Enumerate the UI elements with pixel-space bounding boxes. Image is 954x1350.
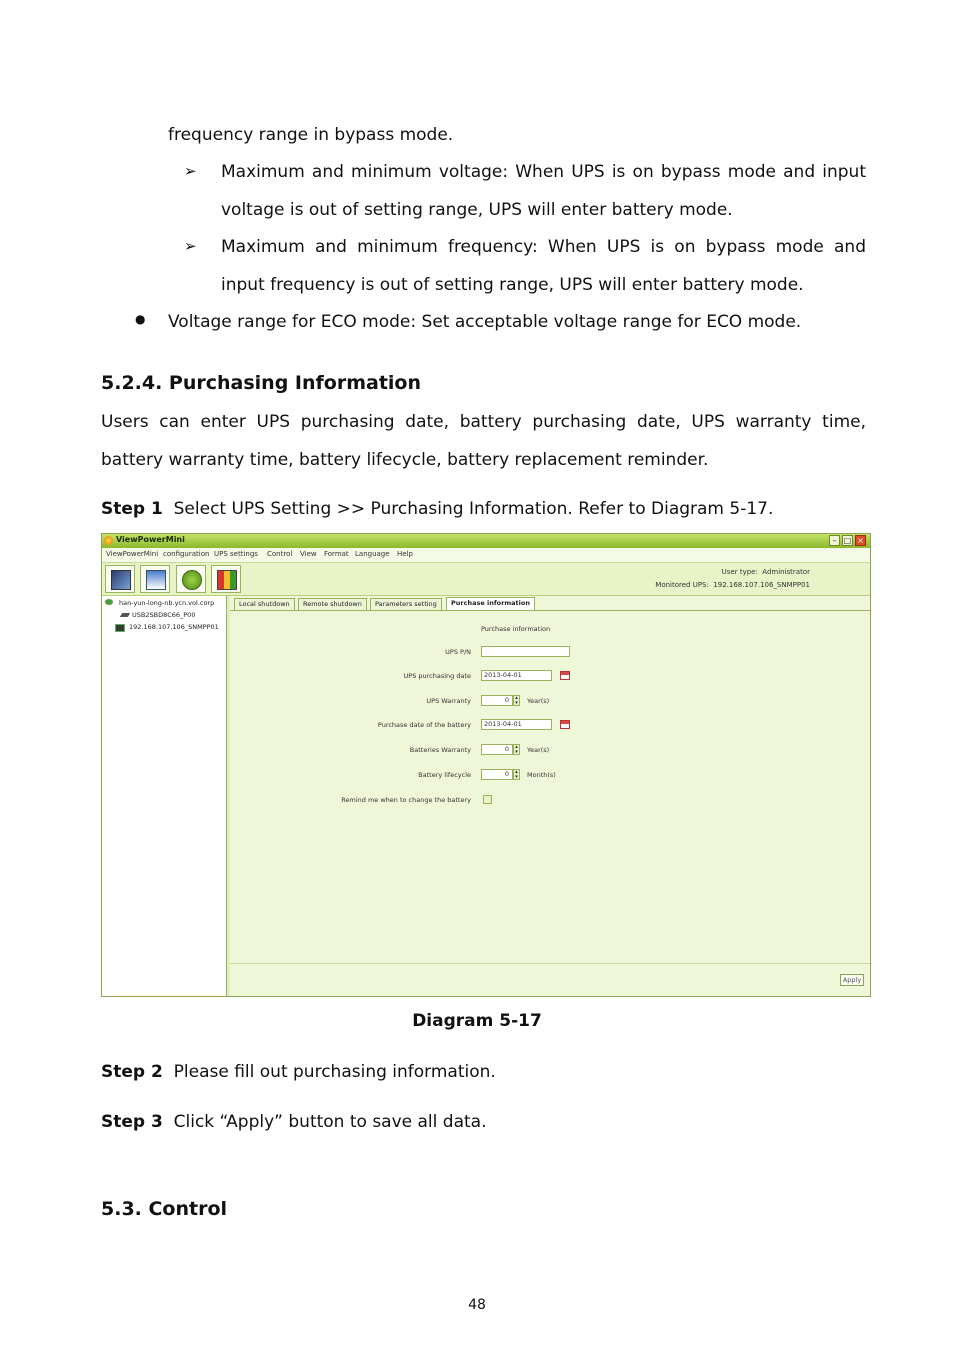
step2: [101, 1061, 496, 1083]
network-icon: [105, 599, 113, 605]
device-tree: [102, 596, 227, 996]
batteries-warranty-unit: Year(s): [527, 746, 550, 754]
paragraph-bypass-range: frequency range in bypass mode.: [168, 125, 454, 145]
toolbar: [102, 563, 870, 596]
dot-bullet-icon: ●: [135, 312, 146, 326]
remind-battery-checkbox[interactable]: [483, 795, 492, 804]
section-title: Purchase information: [481, 625, 551, 633]
monitor-icon: [111, 570, 131, 590]
step1: [101, 498, 773, 520]
step3-text: Click “Apply” button to save all data.: [173, 1112, 487, 1132]
step2-text: Please fill out purchasing information.: [173, 1062, 496, 1082]
menu-view[interactable]: View: [300, 550, 317, 558]
ups-warranty-spinner[interactable]: ▴ ▾: [513, 695, 520, 706]
close-icon[interactable]: ×: [855, 535, 866, 546]
purchase-information-panel: [230, 611, 870, 996]
ups-pin-input[interactable]: [481, 646, 570, 657]
window-title: ViewPowerMini: [116, 535, 185, 544]
minimize-icon[interactable]: –: [829, 535, 840, 546]
intro-paragraph-line2: battery warranty time, battery lifecycle, battery replacement reminder.: [101, 450, 709, 470]
batteries-warranty-label: Batteries Warranty: [409, 746, 471, 754]
eco-voltage-item: Voltage range for ECO mode: Set acceptable voltage range for ECO mode.: [168, 312, 802, 332]
batteries-warranty-input[interactable]: 0: [481, 744, 513, 755]
batteries-warranty-spinner[interactable]: ▴ ▾: [513, 744, 520, 755]
menu-bar: [102, 548, 870, 563]
monitor-button[interactable]: [105, 565, 135, 593]
calendar-icon[interactable]: [560, 720, 570, 729]
battery-lifecycle-unit: Month(s): [527, 771, 556, 779]
ups-pin-label: UPS P/N: [445, 648, 471, 656]
diagram-caption: Diagram 5-17: [412, 1011, 542, 1031]
settings-button[interactable]: [140, 565, 170, 593]
battery-lifecycle-spinner[interactable]: ▴ ▾: [513, 769, 520, 780]
step2-label: Step 2: [101, 1062, 163, 1082]
battery-purchase-date-label: Purchase date of the battery: [377, 721, 471, 729]
ups-purchasing-date-label: UPS purchasing date: [403, 672, 471, 680]
ups-warranty-unit: Year(s): [527, 697, 550, 705]
menu-control[interactable]: Control: [267, 550, 293, 558]
user-type-value: Administrator: [762, 568, 810, 576]
tab-local-shutdown[interactable]: Local shutdown: [234, 598, 295, 610]
calendar-icon[interactable]: [560, 671, 570, 680]
tree-node-snmp[interactable]: 192.168.107.106_SNMPP01: [129, 623, 219, 631]
menu-format[interactable]: Format: [324, 550, 349, 558]
remind-battery-label: Remind me when to change the battery: [341, 796, 471, 804]
settings-icon: [146, 570, 166, 590]
step3: [101, 1111, 486, 1133]
tree-node-usb[interactable]: USB2SBD8C66_P00: [132, 611, 196, 619]
snmp-icon: [115, 624, 125, 632]
refresh-icon: [182, 570, 202, 590]
maximize-icon[interactable]: □: [843, 536, 852, 545]
battery-icon: [217, 570, 237, 590]
viewpowermini-screenshot: [101, 533, 871, 997]
menu-configuration[interactable]: configuration: [163, 550, 210, 558]
tab-parameters-setting[interactable]: Parameters setting: [370, 598, 442, 610]
battery-lifecycle-label: Battery lifecycle: [418, 771, 471, 779]
battery-lifecycle-input[interactable]: 0: [481, 769, 513, 780]
ups-purchasing-date-input[interactable]: 2013-04-01: [481, 670, 552, 681]
usb-icon: [120, 613, 130, 617]
tab-bar: [230, 596, 870, 611]
ups-warranty-input[interactable]: 0: [481, 695, 513, 706]
monitored-ups-value: 192.168.107.106_SNMPP01: [713, 581, 810, 589]
ups-warranty-label: UPS Warranty: [426, 697, 471, 705]
window-titlebar: [102, 534, 870, 548]
voltage-item-line1: Maximum and minimum voltage: When UPS is on bypass mode and input: [221, 162, 866, 182]
step1-label: Step 1: [101, 499, 163, 519]
tab-purchase-information[interactable]: Purchase information: [446, 597, 535, 610]
tab-remote-shutdown[interactable]: Remote shutdown: [298, 598, 367, 610]
frequency-item-line1: Maximum and minimum frequency: When UPS is on bypass mode and: [221, 237, 866, 257]
arrow-bullet-icon: ➢: [184, 237, 197, 255]
arrow-bullet-icon: ➢: [184, 162, 197, 180]
monitored-ups-label: Monitored UPS:: [655, 581, 709, 589]
section-heading-53: 5.3. Control: [101, 1198, 228, 1220]
step3-label: Step 3: [101, 1112, 163, 1132]
frequency-item-line2: input frequency is out of setting range, UPS will enter battery mode.: [221, 275, 804, 295]
page-number: 48: [468, 1297, 486, 1313]
battery-button[interactable]: [211, 565, 241, 593]
voltage-item-line2: voltage is out of setting range, UPS will enter battery mode.: [221, 200, 733, 220]
refresh-button[interactable]: [176, 565, 206, 593]
menu-ups-settings[interactable]: UPS settings: [214, 550, 258, 558]
battery-purchase-date-input[interactable]: 2013-04-01: [481, 719, 552, 730]
section-heading-524: 5.2.4. Purchasing Information: [101, 372, 422, 394]
menu-viewpowermini[interactable]: ViewPowerMini: [106, 550, 159, 558]
apply-button[interactable]: Apply: [840, 974, 864, 986]
menu-language[interactable]: Language: [355, 550, 390, 558]
tree-node-root[interactable]: han-yun-long-nb.ycn.vol.corp: [119, 599, 215, 607]
apply-bar: [230, 963, 870, 996]
menu-help[interactable]: Help: [397, 550, 413, 558]
intro-paragraph-line1: Users can enter UPS purchasing date, battery purchasing date, UPS warranty time,: [101, 412, 866, 432]
app-icon: [104, 536, 113, 545]
user-type-label: User type:: [721, 568, 758, 576]
step1-text: Select UPS Setting >> Purchasing Information. Refer to Diagram 5-17.: [173, 499, 774, 519]
user-info: [655, 566, 810, 592]
